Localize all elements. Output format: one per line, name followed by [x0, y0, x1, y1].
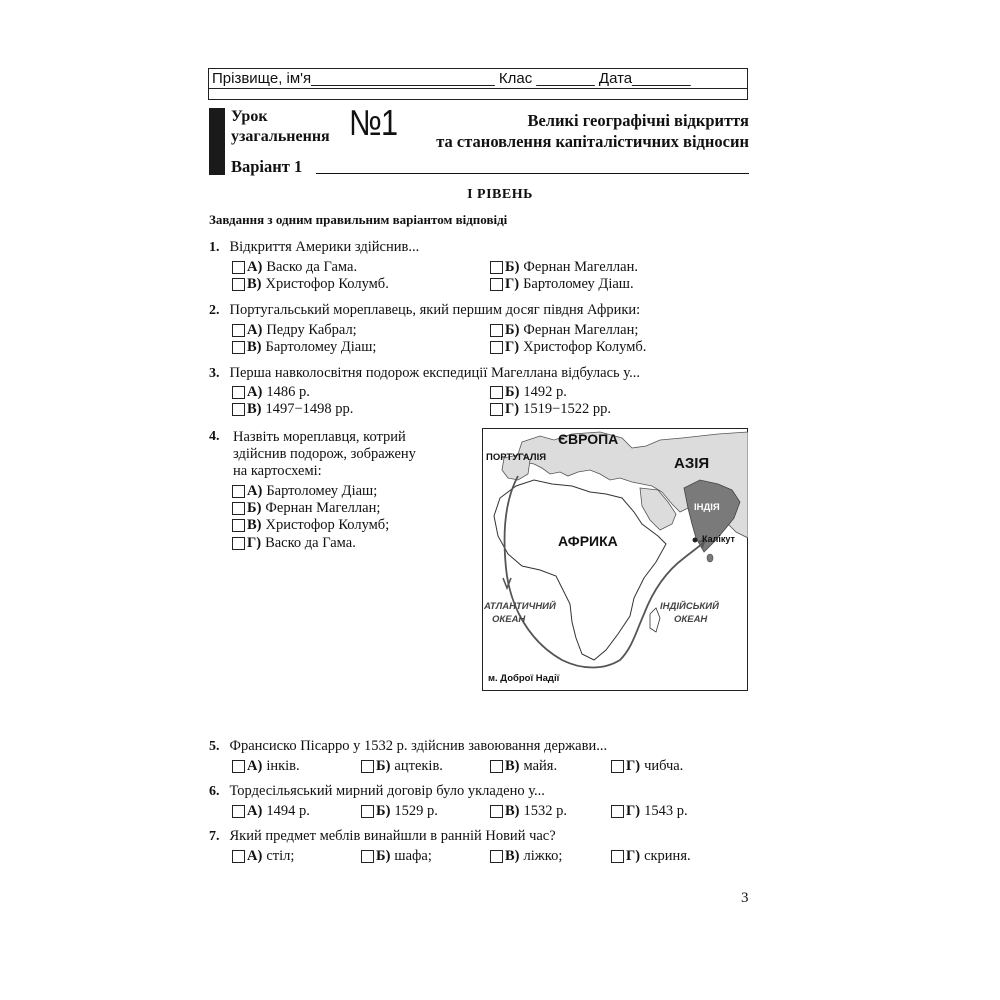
question-number: 6. [209, 784, 220, 799]
question-text-line: на картосхемі: [233, 463, 322, 479]
q6-option-a[interactable] [232, 803, 310, 820]
option-text: ліжко; [523, 848, 563, 864]
option-letter: В) [247, 401, 262, 417]
q2-option-g[interactable] [490, 339, 646, 356]
checkbox[interactable] [232, 386, 245, 399]
label-europe: ЄВРОПА [558, 431, 619, 447]
option-text: Бартоломеу Діаш. [523, 276, 634, 292]
option-letter: Б) [376, 803, 391, 819]
option-letter: А) [247, 803, 263, 819]
question-text-line: Назвіть мореплавця, котрий [233, 429, 406, 445]
option-letter: А) [247, 758, 263, 774]
q7-option-v[interactable] [490, 848, 562, 865]
option-text: Фернан Магеллан. [523, 259, 638, 275]
checkbox[interactable] [611, 760, 624, 773]
option-letter: Г) [505, 276, 520, 292]
question-3 [209, 364, 640, 382]
checkbox[interactable] [611, 805, 624, 818]
checkbox[interactable] [232, 341, 245, 354]
option-text: шафа; [394, 848, 432, 864]
option-letter: Б) [505, 259, 520, 275]
student-name-class-date-line[interactable]: Прізвище, ім'я______________________ Клас _______ Дата_______ [209, 69, 747, 89]
checkbox[interactable] [490, 805, 503, 818]
variant-label: Варіант 1 [231, 157, 303, 176]
option-text: скриня. [644, 848, 691, 864]
student-info-box [208, 68, 748, 100]
checkbox[interactable] [232, 403, 245, 416]
checkbox[interactable] [232, 760, 245, 773]
option-text: Христофор Колумб; [265, 517, 390, 533]
option-text: 1532 р. [523, 803, 567, 819]
q6-option-v[interactable] [490, 803, 567, 820]
q5-option-b[interactable] [361, 758, 443, 775]
question-number: 2. [209, 303, 220, 318]
route-map [482, 428, 748, 691]
checkbox[interactable] [232, 324, 245, 337]
question-number: 4. [209, 429, 220, 444]
option-text: 1494 р. [266, 803, 310, 819]
q5-option-g[interactable] [611, 758, 683, 775]
question-4 [209, 429, 474, 480]
sri-lanka-land [707, 554, 713, 562]
option-letter: Г) [626, 848, 641, 864]
checkbox[interactable] [490, 261, 503, 274]
checkbox[interactable] [611, 850, 624, 863]
checkbox[interactable] [490, 760, 503, 773]
q7-option-a[interactable] [232, 848, 294, 865]
option-letter: А) [247, 384, 263, 400]
calicut-marker [693, 538, 698, 543]
option-letter: Б) [505, 384, 520, 400]
option-letter: В) [505, 848, 520, 864]
option-text: стіл; [266, 848, 295, 864]
checkbox[interactable] [232, 537, 245, 550]
checkbox[interactable] [232, 278, 245, 291]
checkbox[interactable] [490, 341, 503, 354]
question-number: 3. [209, 366, 220, 381]
question-1 [209, 238, 419, 256]
q3-option-g[interactable] [490, 401, 611, 418]
option-text: Педру Кабрал; [266, 322, 357, 338]
option-text: інків. [266, 758, 300, 774]
option-letter: Г) [505, 339, 520, 355]
option-letter: В) [505, 803, 520, 819]
q4-option-a[interactable] [232, 483, 377, 500]
question-text: Відкриття Америки здійснив... [229, 239, 420, 255]
variant-underline [316, 173, 749, 174]
option-letter: В) [247, 339, 262, 355]
option-text: 1492 р. [523, 384, 567, 400]
label-africa: АФРИКА [558, 533, 618, 549]
q2-option-a[interactable] [232, 322, 357, 339]
option-text: 1543 р. [644, 803, 688, 819]
option-text: Васко да Гама. [266, 259, 358, 275]
q4-option-b[interactable] [232, 500, 380, 517]
q3-option-a[interactable] [232, 384, 310, 401]
option-text: Христофор Колумб. [265, 276, 389, 292]
label-indian-line1: ІНДІЙСЬКИЙ [660, 601, 719, 612]
label-asia: АЗІЯ [674, 455, 710, 472]
q5-option-v[interactable] [490, 758, 557, 775]
checkbox[interactable] [232, 485, 245, 498]
question-2 [209, 301, 640, 319]
label-atlantic-line1: АТЛАНТИЧНИЙ [484, 601, 556, 612]
level-title: І РІВЕНЬ [467, 187, 533, 202]
topic-title [436, 110, 749, 152]
option-letter: Б) [505, 322, 520, 338]
header-black-bar [209, 108, 225, 175]
question-text: Франсиско Пісарро у 1532 р. здійснив завоювання держави... [229, 738, 608, 754]
question-number: 1. [209, 240, 220, 255]
option-text: чибча. [644, 758, 684, 774]
label-calicut: Калікут [702, 534, 735, 544]
label-indian-line2: ОКЕАН [674, 614, 708, 625]
question-6 [209, 782, 545, 800]
question-number: 5. [209, 739, 220, 754]
q6-option-b[interactable] [361, 803, 438, 820]
lesson-label [231, 107, 330, 147]
question-5 [209, 737, 607, 755]
option-letter: В) [247, 517, 262, 533]
question-text: Португальський мореплавець, який першим досяг півдня Африки: [229, 302, 641, 318]
option-text: Фернан Магеллан; [523, 322, 639, 338]
option-text: майя. [523, 758, 558, 774]
q3-option-v[interactable] [232, 401, 353, 418]
lesson-label-line1: Урок [231, 108, 268, 125]
q4-option-g[interactable] [232, 535, 356, 552]
q5-option-a[interactable] [232, 758, 300, 775]
option-letter: Г) [626, 803, 641, 819]
checkbox[interactable] [361, 850, 374, 863]
option-letter: Б) [376, 758, 391, 774]
topic-title-line1: Великі географічні відкриття [527, 111, 749, 130]
checkbox[interactable] [490, 386, 503, 399]
label-cape: м. Доброї Надії [488, 673, 560, 684]
q2-option-v[interactable] [232, 339, 376, 356]
option-letter: А) [247, 848, 263, 864]
option-letter: Г) [505, 401, 520, 417]
checkbox[interactable] [361, 805, 374, 818]
q3-option-b[interactable] [490, 384, 567, 401]
option-text: ацтеків. [394, 758, 443, 774]
q2-option-b[interactable] [490, 322, 638, 339]
option-letter: А) [247, 259, 263, 275]
option-text: Христофор Колумб. [523, 339, 647, 355]
question-text [233, 429, 474, 480]
checkbox[interactable] [490, 403, 503, 416]
option-letter: Б) [376, 848, 391, 864]
topic-title-line2: та становлення капіталістичних відносин [436, 132, 749, 151]
option-letter: А) [247, 483, 263, 499]
option-text: 1486 р. [266, 384, 310, 400]
option-text: 1529 р. [394, 803, 438, 819]
option-text: Васко да Гама. [265, 535, 356, 551]
checkbox[interactable] [232, 519, 245, 532]
section-title: Завдання з одним правильним варіантом відповіді [209, 212, 508, 227]
checkbox[interactable] [490, 324, 503, 337]
label-atlantic-line2: ОКЕАН [492, 614, 526, 625]
lesson-label-line2: узагальнення [231, 128, 330, 145]
q4-option-v[interactable] [232, 517, 389, 534]
q7-option-b[interactable] [361, 848, 432, 865]
option-text: Бартоломеу Діаш; [265, 339, 377, 355]
option-text: 1497−1498 рр. [265, 401, 354, 417]
q1-option-a[interactable] [232, 259, 357, 276]
question-text: Який предмет меблів винайшли в ранній Новий час? [229, 828, 556, 844]
checkbox[interactable] [232, 805, 245, 818]
question-text-line: здійснив подорож, зображену [233, 446, 416, 462]
option-letter: В) [505, 758, 520, 774]
option-letter: Г) [247, 535, 262, 551]
q7-option-g[interactable] [611, 848, 691, 865]
checkbox[interactable] [232, 261, 245, 274]
q1-option-b[interactable] [490, 259, 638, 276]
option-text: 1519−1522 рр. [523, 401, 611, 417]
question-number: 7. [209, 829, 220, 844]
label-portugal: ПОРТУГАЛІЯ [486, 452, 547, 463]
question-7 [209, 827, 556, 845]
option-letter: А) [247, 322, 263, 338]
page-number: 3 [741, 890, 749, 906]
label-india: ІНДІЯ [694, 502, 720, 513]
option-text: Фернан Магеллан; [265, 500, 381, 516]
question-text: Перша навколосвітня подорож експедиції Магеллана відбулась у... [229, 365, 640, 381]
checkbox[interactable] [490, 278, 503, 291]
option-text: Бартоломеу Діаш; [266, 483, 378, 499]
checkbox[interactable] [232, 502, 245, 515]
checkbox[interactable] [361, 760, 374, 773]
option-letter: Г) [626, 758, 641, 774]
checkbox[interactable] [232, 850, 245, 863]
lesson-number: №1 [349, 102, 398, 143]
q1-option-g[interactable] [490, 276, 634, 293]
checkbox[interactable] [490, 850, 503, 863]
q1-option-v[interactable] [232, 276, 389, 293]
option-letter: В) [247, 276, 262, 292]
q6-option-g[interactable] [611, 803, 688, 820]
option-letter: Б) [247, 500, 262, 516]
question-text: Тордесільяський мирний договір було укладено у... [229, 783, 545, 799]
